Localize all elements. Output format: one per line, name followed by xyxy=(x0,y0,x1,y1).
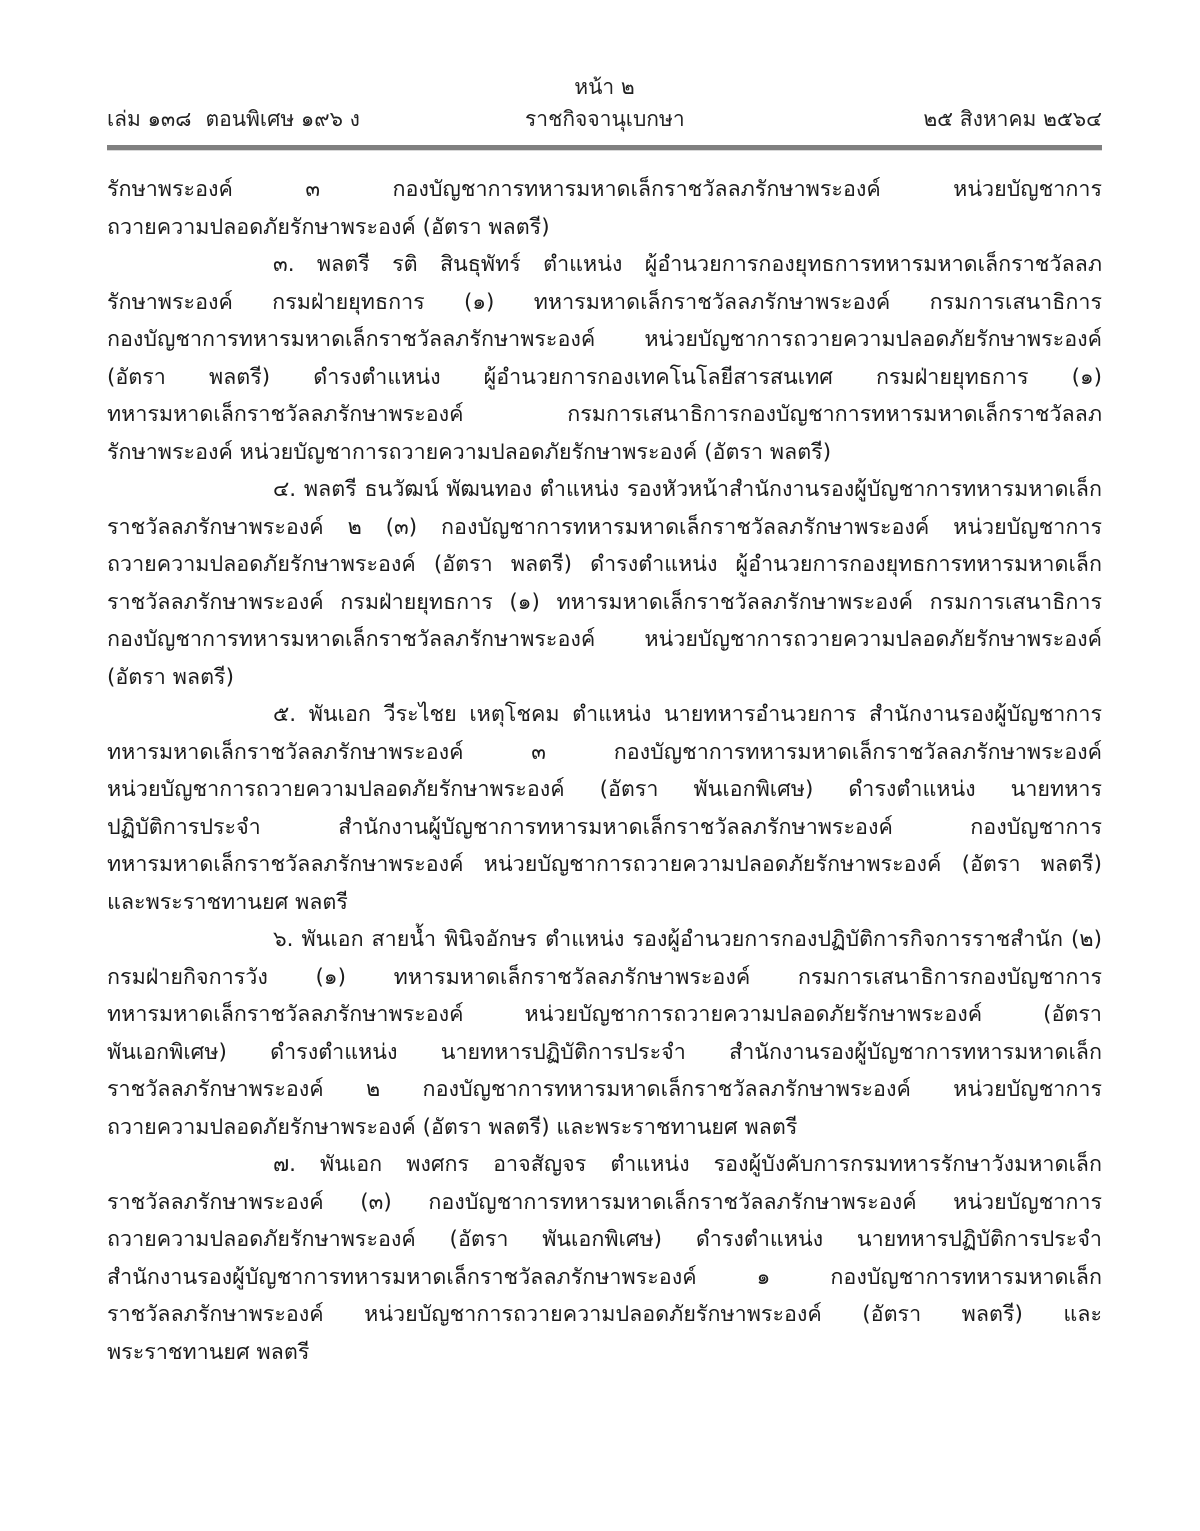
text-line: ราชวัลลภรักษาพระองค์ ๒ กองบัญชาการทหารมหาดเล็กราชวัลลภรักษาพระองค์ หน่วยบัญชาการ xyxy=(107,1077,1102,1102)
publication-date: ๒๕ สิงหาคม ๒๕๖๔ xyxy=(923,107,1102,131)
text-line: กองบัญชาการทหารมหาดเล็กราชวัลลภรักษาพระองค์ หน่วยบัญชาการถวายความปลอดภัยรักษาพระองค์ xyxy=(107,327,1102,352)
text-line: ทหารมหาดเล็กราชวัลลภรักษาพระองค์ หน่วยบัญชาการถวายความปลอดภัยรักษาพระองค์ (อัตรา พลตรี) xyxy=(107,852,1102,877)
text-line: ๔. พลตรี ธนวัฒน์ พัฒนทอง ตำแหน่ง รองหัวหน้าสำนักงานรองผู้บัญชาการทหารมหาดเล็ก xyxy=(273,477,1102,502)
text-line: ๗. พันเอก พงศกร อาจสัญจร ตำแหน่ง รองผู้บังคับการกรมทหารรักษาวังมหาดเล็ก xyxy=(273,1152,1102,1177)
text-line: พระราชทานยศ พลตรี xyxy=(107,1339,310,1365)
text-line: (อัตรา พลตรี) ดำรงตำแหน่ง ผู้อำนวยการกองเทคโนโลยีสารสนเทศ กรมฝ่ายยุทธการ (๑) xyxy=(107,364,1102,390)
text-line: ราชวัลลภรักษาพระองค์ (๓) กองบัญชาการทหารมหาดเล็กราชวัลลภรักษาพระองค์ หน่วยบัญชาการ xyxy=(107,1189,1102,1215)
text-line: ทหารมหาดเล็กราชวัลลภรักษาพระองค์ ๓ กองบัญชาการทหารมหาดเล็กราชวัลลภรักษาพระองค์ xyxy=(107,739,1102,765)
text-line: ทหารมหาดเล็กราชวัลลภรักษาพระองค์ กรมการเสนาธิการกองบัญชาการทหารมหาดเล็กราชวัลลภ xyxy=(107,402,1102,427)
text-line: (อัตรา พลตรี) xyxy=(107,664,234,690)
text-line: ราชวัลลภรักษาพระองค์ ๒ (๓) กองบัญชาการทหารมหาดเล็กราชวัลลภรักษาพระองค์ หน่วยบัญชาการ xyxy=(107,514,1102,540)
gazette-page xyxy=(107,72,1102,1371)
paragraph-item-3 xyxy=(107,246,1102,471)
text-line: หน่วยบัญชาการถวายความปลอดภัยรักษาพระองค์ (อัตรา พันเอกพิเศษ) ดำรงตำแหน่ง นายทหาร xyxy=(107,777,1102,802)
header-rule xyxy=(107,145,1102,151)
page-number: หน้า ๒ xyxy=(574,75,635,99)
publication-title: ราชกิจจานุเบกษา xyxy=(525,107,685,131)
gazette-header xyxy=(107,102,1102,136)
text-line: รักษาพระองค์ กรมฝ่ายยุทธการ (๑) ทหารมหาดเล็กราชวัลลภรักษาพระองค์ กรมการเสนาธิการ xyxy=(107,289,1102,315)
text-line: ปฏิบัติการประจำ สำนักงานผู้บัญชาการทหารมหาดเล็กราชวัลลภรักษาพระองค์ กองบัญชาการ xyxy=(107,814,1102,840)
text-line: ถวายความปลอดภัยรักษาพระองค์ (อัตรา พลตรี) และพระราชทานยศ พลตรี xyxy=(107,1114,798,1140)
text-line: ๖. พันเอก สายน้ำ พินิจอักษร ตำแหน่ง รองผู้อำนวยการกองปฏิบัติการกิจการราชสำนัก (๒) xyxy=(273,927,1102,952)
paragraph-item-5 xyxy=(107,696,1102,921)
document-body xyxy=(107,171,1102,1371)
text-line: ถวายความปลอดภัยรักษาพระองค์ (อัตรา พลตรี) ดำรงตำแหน่ง ผู้อำนวยการกองยุทธการทหารมหาดเล็ก xyxy=(107,552,1102,577)
text-line: สำนักงานรองผู้บัญชาการทหารมหาดเล็กราชวัลลภรักษาพระองค์ ๑ กองบัญชาการทหารมหาดเล็ก xyxy=(107,1264,1102,1290)
text-line: ๕. พันเอก วีระไชย เหตุโชคม ตำแหน่ง นายทหารอำนวยการ สำนักงานรองผู้บัญชาการ xyxy=(273,702,1102,727)
paragraph-item-7 xyxy=(107,1146,1102,1371)
text-line: และพระราชทานยศ พลตรี xyxy=(107,889,348,915)
text-line: รักษาพระองค์ ๓ กองบัญชาการทหารมหาดเล็กราชวัลลภรักษาพระองค์ หน่วยบัญชาการ xyxy=(107,177,1102,202)
text-line: กองบัญชาการทหารมหาดเล็กราชวัลลภรักษาพระองค์ หน่วยบัญชาการถวายความปลอดภัยรักษาพระองค์ xyxy=(107,627,1102,652)
text-line: ทหารมหาดเล็กราชวัลลภรักษาพระองค์ หน่วยบัญชาการถวายความปลอดภัยรักษาพระองค์ (อัตรา xyxy=(107,1002,1102,1027)
header-volume-section xyxy=(107,102,360,136)
text-line: ราชวัลลภรักษาพระองค์ กรมฝ่ายยุทธการ (๑) ทหารมหาดเล็กราชวัลลภรักษาพระองค์ กรมการเสนาธิการ xyxy=(107,589,1102,615)
volume-label: เล่ม ๑๓๘ xyxy=(107,107,192,131)
text-line: กรมฝ่ายกิจการวัง (๑) ทหารมหาดเล็กราชวัลลภรักษาพระองค์ กรมการเสนาธิการกองบัญชาการ xyxy=(107,964,1102,990)
paragraph-item-4 xyxy=(107,471,1102,696)
text-line: ถวายความปลอดภัยรักษาพระองค์ (อัตรา พลตรี) xyxy=(107,214,550,240)
text-line: ๓. พลตรี รติ สินธุพัทร์ ตำแหน่ง ผู้อำนวยการกองยุทธการทหารมหาดเล็กราชวัลลภ xyxy=(273,252,1102,277)
text-line: พันเอกพิเศษ) ดำรงตำแหน่ง นายทหารปฏิบัติการประจำ สำนักงานรองผู้บัญชาการทหารมหาดเล็ก xyxy=(107,1039,1102,1065)
section-label: ตอนพิเศษ ๑๙๖ ง xyxy=(205,107,360,131)
text-line: รักษาพระองค์ หน่วยบัญชาการถวายความปลอดภัยรักษาพระองค์ (อัตรา พลตรี) xyxy=(107,439,832,465)
text-line: ราชวัลลภรักษาพระองค์ หน่วยบัญชาการถวายความปลอดภัยรักษาพระองค์ (อัตรา พลตรี) และ xyxy=(107,1302,1102,1327)
paragraph-continuation xyxy=(107,171,1102,246)
text-line: ถวายความปลอดภัยรักษาพระองค์ (อัตรา พันเอกพิเศษ) ดำรงตำแหน่ง นายทหารปฏิบัติการประจำ xyxy=(107,1227,1102,1252)
paragraph-item-6 xyxy=(107,921,1102,1146)
